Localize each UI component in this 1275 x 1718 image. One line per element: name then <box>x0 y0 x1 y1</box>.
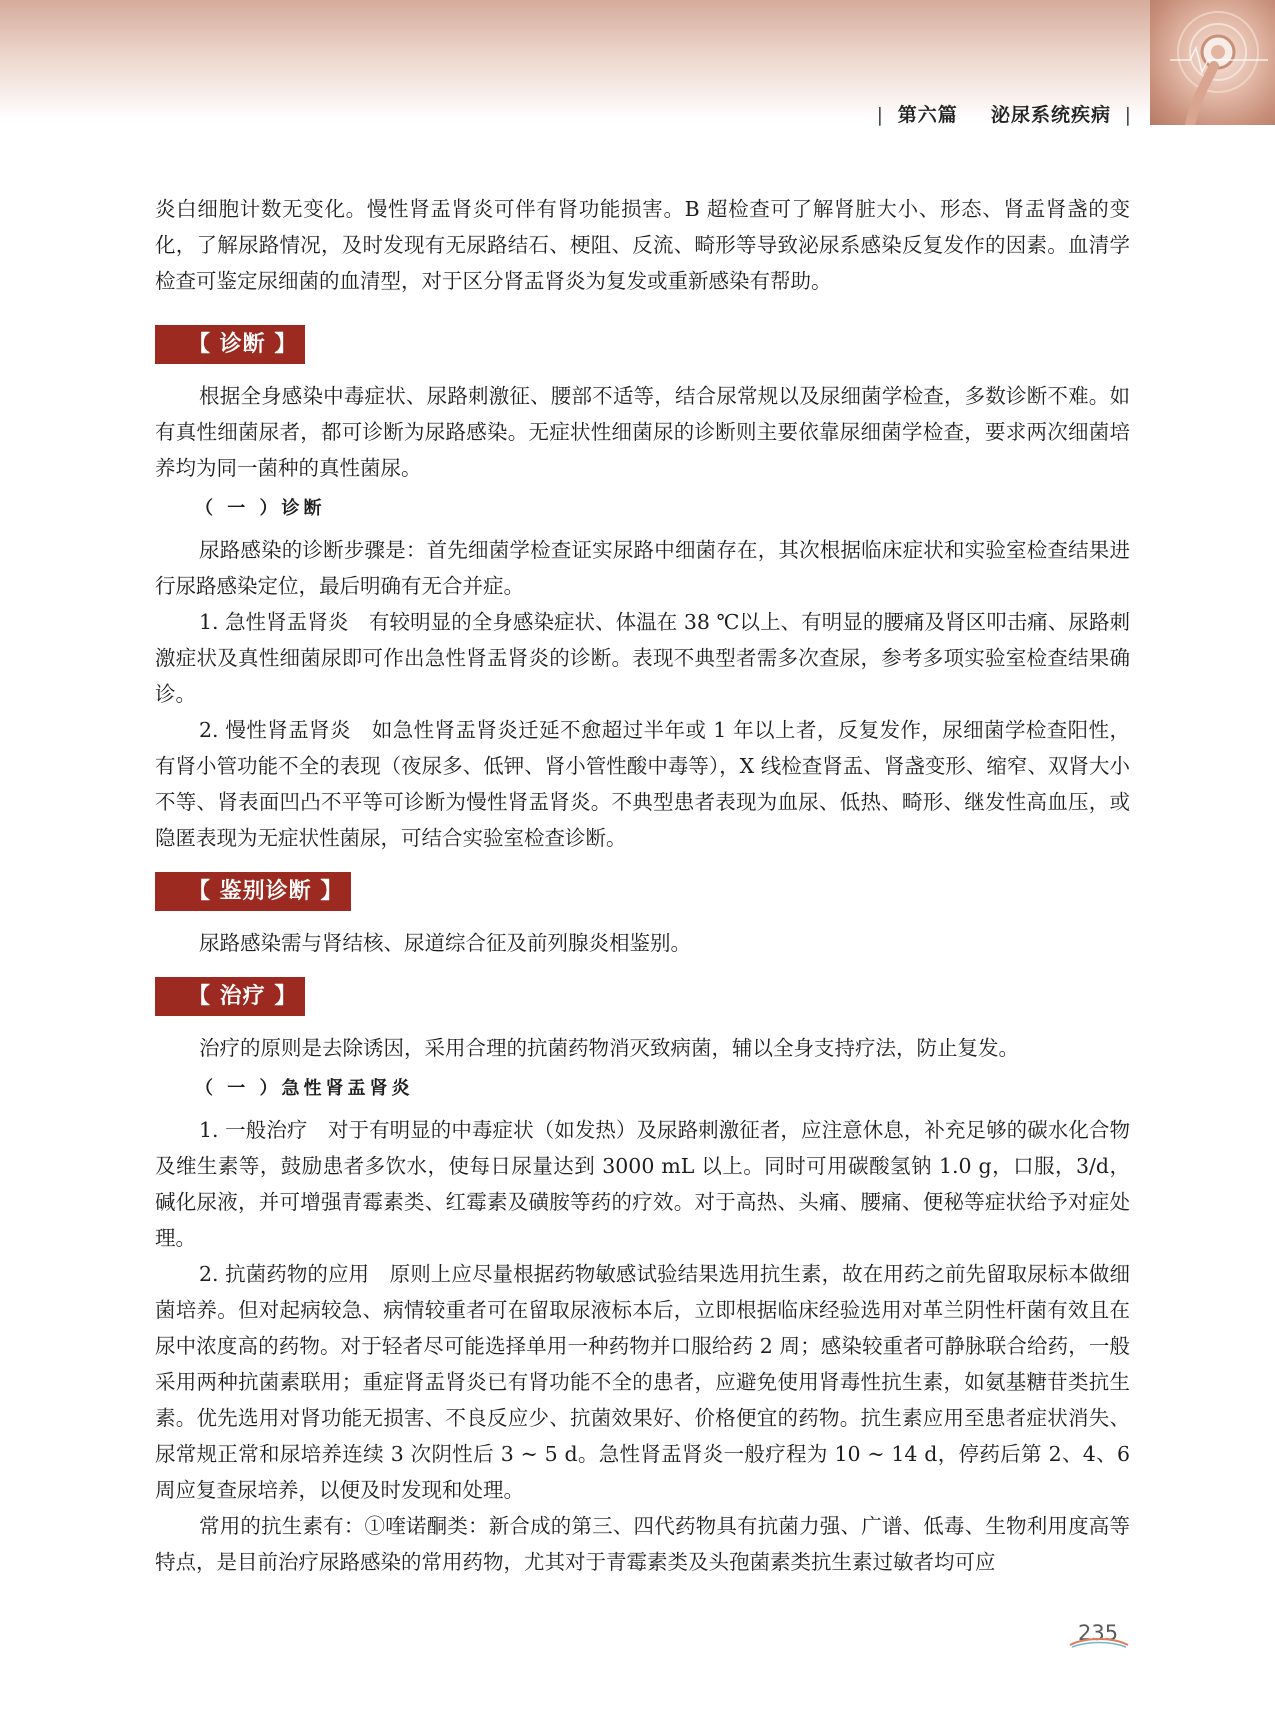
intro-paragraph: 炎白细胞计数无变化。慢性肾盂肾炎可伴有肾功能损害。B 超检查可了解肾脏大小、形态、肾盂肾盏的变化，了解尿路情况，及时发现有无尿路结石、梗阻、反流、畸形等导致泌尿系感染反复发作的因素。血清学检查可鉴定尿细菌的血清型，对于区分肾盂肾炎为复发或重新感染有帮助。 <box>155 197 1130 293</box>
running-head <box>871 100 1138 127</box>
diagnosis-heading: 【 诊断 】 <box>155 325 305 364</box>
diagnosis-item-1: 1. 急性肾盂肾炎 有较明显的全身感染症状、体温在 38 ℃以上、有明显的腰痛及肾区叩击痛、尿路刺激症状及真性细菌尿即可作出急性肾盂肾炎的诊断。表现不典型者需多次查尿，参考多项实验室检查结果确诊。 <box>155 610 1130 706</box>
page-number-swoosh-icon <box>1068 1637 1130 1651</box>
diagnosis-paragraph-1: 根据全身感染中毒症状、尿路刺激征、腰部不适等，结合尿常规以及尿细菌学检查，多数诊断不难。如有真性细菌尿者，都可诊断为尿路感染。无症状性细菌尿的诊断则主要依靠尿细菌学检查，要求两次细菌培养均为同一菌种的真性菌尿。 <box>155 384 1130 480</box>
header-part: 第六篇 <box>897 104 958 126</box>
header-title: 泌尿系统疾病 <box>990 104 1111 126</box>
differential-paragraph: 尿路感染需与肾结核、尿道综合征及前列腺炎相鉴别。 <box>199 931 691 955</box>
diagnosis-subheading: （ 一 ）诊断 <box>195 498 326 519</box>
header-photo <box>1150 0 1275 125</box>
page-number: 235 <box>1078 1621 1119 1645</box>
treatment-subheading: （ 一 ）急性肾盂肾炎 <box>195 1078 414 1099</box>
header-separator-left: | <box>876 104 885 126</box>
diagnosis-item-2: 2. 慢性肾盂肾炎 如急性肾盂肾炎迁延不愈超过半年或 1 年以上者，反复发作，尿细菌学检查阳性，有肾小管功能不全的表现（夜尿多、低钾、肾小管性酸中毒等），X 线检查肾盂、肾盏变形、缩窄、双肾大小不等、肾表面凹凸不平等可诊断为慢性肾盂肾炎。不典型患者表现为血尿、低热、畸形、继发性高血压，或隐匿表现为无症状性菌尿，可结合实验室检查诊断。 <box>155 718 1130 850</box>
diagnosis-paragraph-2: 尿路感染的诊断步骤是：首先细菌学检查证实尿路中细菌存在，其次根据临床症状和实验室检查结果进行尿路感染定位，最后明确有无合并症。 <box>155 538 1130 598</box>
page-body <box>155 191 1130 1580</box>
treatment-paragraph-2: 常用的抗生素有：①喹诺酮类：新合成的第三、四代药物具有抗菌力强、广谱、低毒、生物利用度高等特点，是目前治疗尿路感染的常用药物，尤其对于青霉素类及头孢菌素类抗生素过敏者均可应 <box>155 1514 1130 1574</box>
header-separator-right: | <box>1124 104 1132 126</box>
stethoscope-icon <box>1150 0 1275 125</box>
treatment-heading: 【 治疗 】 <box>155 977 305 1016</box>
differential-heading: 【 鉴别诊断 】 <box>155 872 351 911</box>
treatment-item-2: 2. 抗菌药物的应用 原则上应尽量根据药物敏感试验结果选用抗生素，故在用药之前先留取尿标本做细菌培养。但对起病较急、病情较重者可在留取尿液标本后，立即根据临床经验选用对革兰阴性杆菌有效且在尿中浓度高的药物。对于轻者尽可能选择单用一种药物并口服给药 2 周；感染较重者可静脉联合给药，一般采用两种抗菌素联用；重症肾盂肾炎已有肾功能不全的患者，应避免使用肾毒性抗生素，如氨基糖苷类抗生素。优先选用对肾功能无损害、不良反应少、抗菌效果好、价格便宜的药物。抗生素应用至患者症状消失、尿常规正常和尿培养连续 3 次阴性后 3 ~ 5 d。急性肾盂肾炎一般疗程为 10 ~ 14 d，停药后第 2、4、6 周应复查尿培养，以便及时发现和处理。 <box>155 1262 1130 1502</box>
treatment-item-1: 1. 一般治疗 对于有明显的中毒症状（如发热）及尿路刺激征者，应注意休息，补充足够的碳水化合物及维生素等，鼓励患者多饮水，使每日尿量达到 3000 mL 以上。同时可用碳酸氢钠 1.0 g，口服，3/d，碱化尿液，并可增强青霉素类、红霉素及磺胺等药的疗效。对于高热、头痛、腰痛、便秘等症状给予对症处理。 <box>155 1118 1130 1250</box>
treatment-paragraph-1: 治疗的原则是去除诱因，采用合理的抗菌药物消灭致病菌，辅以全身支持疗法，防止复发。 <box>199 1036 1019 1060</box>
